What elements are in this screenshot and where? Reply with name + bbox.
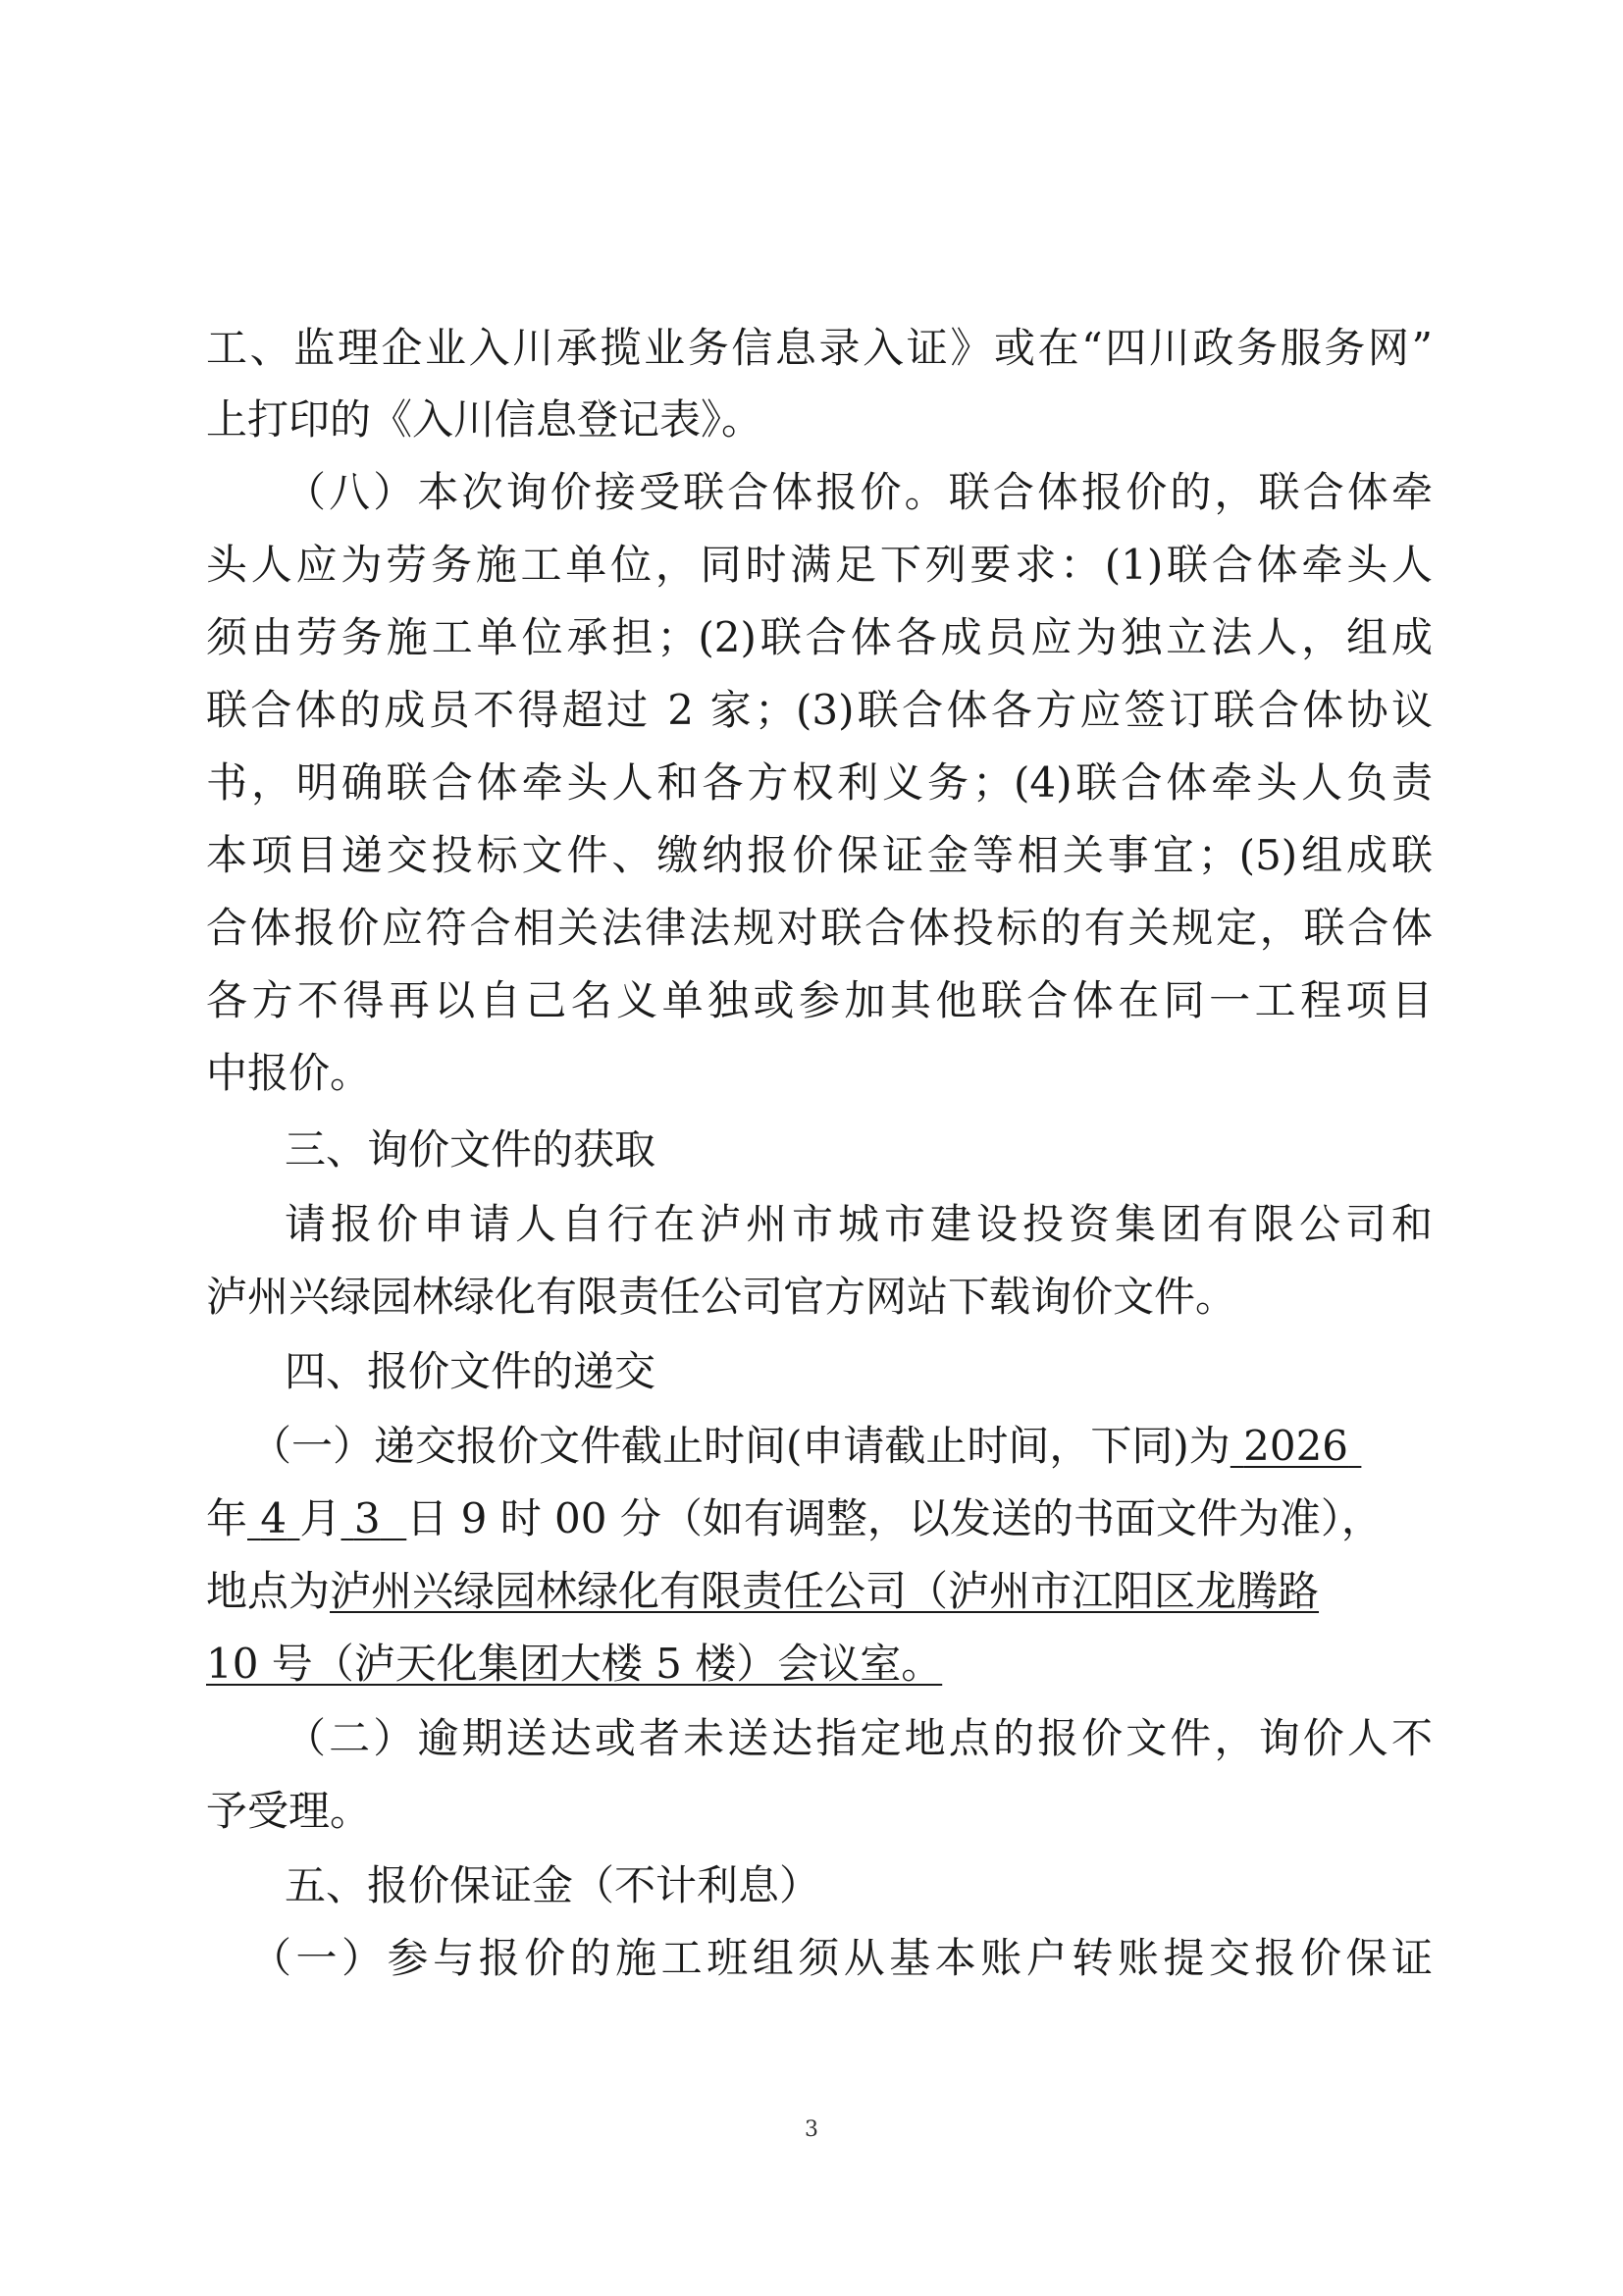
deadline-year: 2026 (1243, 1422, 1349, 1470)
text-segment: 年 (206, 1494, 248, 1542)
paragraph-line (206, 1562, 1433, 1621)
paragraph-line (250, 1417, 1433, 1476)
paragraph-line: 请报价申请人自行在泸州市城市建设投资集团有限公司和 (285, 1200, 1433, 1248)
paragraph-line: （一）参与报价的施工班组须从基本账户转账提交报价保证 (250, 1934, 1433, 1982)
text-segment: 月 (299, 1494, 341, 1542)
section-heading: 四、报价文件的递交 (285, 1347, 656, 1395)
paragraph-line: 工、监理企业入川承揽业务信息录入证》或在“四川政务服务网” (206, 324, 1433, 372)
paragraph-line: 本项目递交投标文件、缴纳报价保证金等相关事宜；(5)组成联 (206, 831, 1433, 879)
paragraph-line (206, 1489, 1433, 1548)
section-heading: 三、询价文件的获取 (285, 1125, 656, 1174)
text-segment: 地点为 (206, 1567, 331, 1615)
paragraph-line: 须由劳务施工单位承担；(2)联合体各成员应为独立法人，组成 (206, 613, 1433, 661)
paragraph-line: （八）本次询价接受联合体报价。联合体报价的，联合体牵 (285, 468, 1433, 516)
paragraph-line: 泸州兴绿园林绿化有限责任公司官方网站下载询价文件。 (206, 1273, 1237, 1321)
paragraph-line: 书，明确联合体牵头人和各方权利义务；(4)联合体牵头人负责 (206, 758, 1433, 807)
deadline-month: 4 (260, 1494, 288, 1542)
text-segment: 日 9 时 00 分（如有调整，以发送的书面文件为准）， (406, 1494, 1383, 1542)
submission-room: 10 号（泸天化集团大楼 5 楼）会议室。 (206, 1640, 943, 1688)
text-segment: （一）递交报价文件截止时间(申请截止时间，下同)为 (250, 1422, 1230, 1470)
section-heading: 五、报价保证金（不计利息） (285, 1861, 821, 1909)
paragraph-line: 予受理。 (206, 1787, 372, 1835)
paragraph-line: 联合体的成员不得超过 2 家；(3)联合体各方应签订联合体协议 (206, 686, 1433, 734)
page-number: 3 (805, 2117, 818, 2142)
paragraph-line: 合体报价应符合相关法律法规对联合体投标的有关规定，联合体 (206, 904, 1433, 952)
paragraph-line: （二）逾期送达或者未送达指定地点的报价文件，询价人不 (285, 1714, 1433, 1762)
paragraph-line: 中报价。 (206, 1049, 372, 1097)
submission-address: 泸州兴绿园林绿化有限责任公司（泸州市江阳区龙腾路 (330, 1567, 1320, 1615)
paragraph-line (206, 1635, 1433, 1694)
deadline-day: 3 (353, 1494, 381, 1542)
paragraph-line: 头人应为劳务施工单位，同时满足下列要求：(1)联合体牵头人 (206, 541, 1433, 589)
paragraph-line: 上打印的《入川信息登记表》。 (206, 395, 763, 444)
paragraph-line: 各方不得再以自己名义单独或参加其他联合体在同一工程项目 (206, 976, 1433, 1024)
